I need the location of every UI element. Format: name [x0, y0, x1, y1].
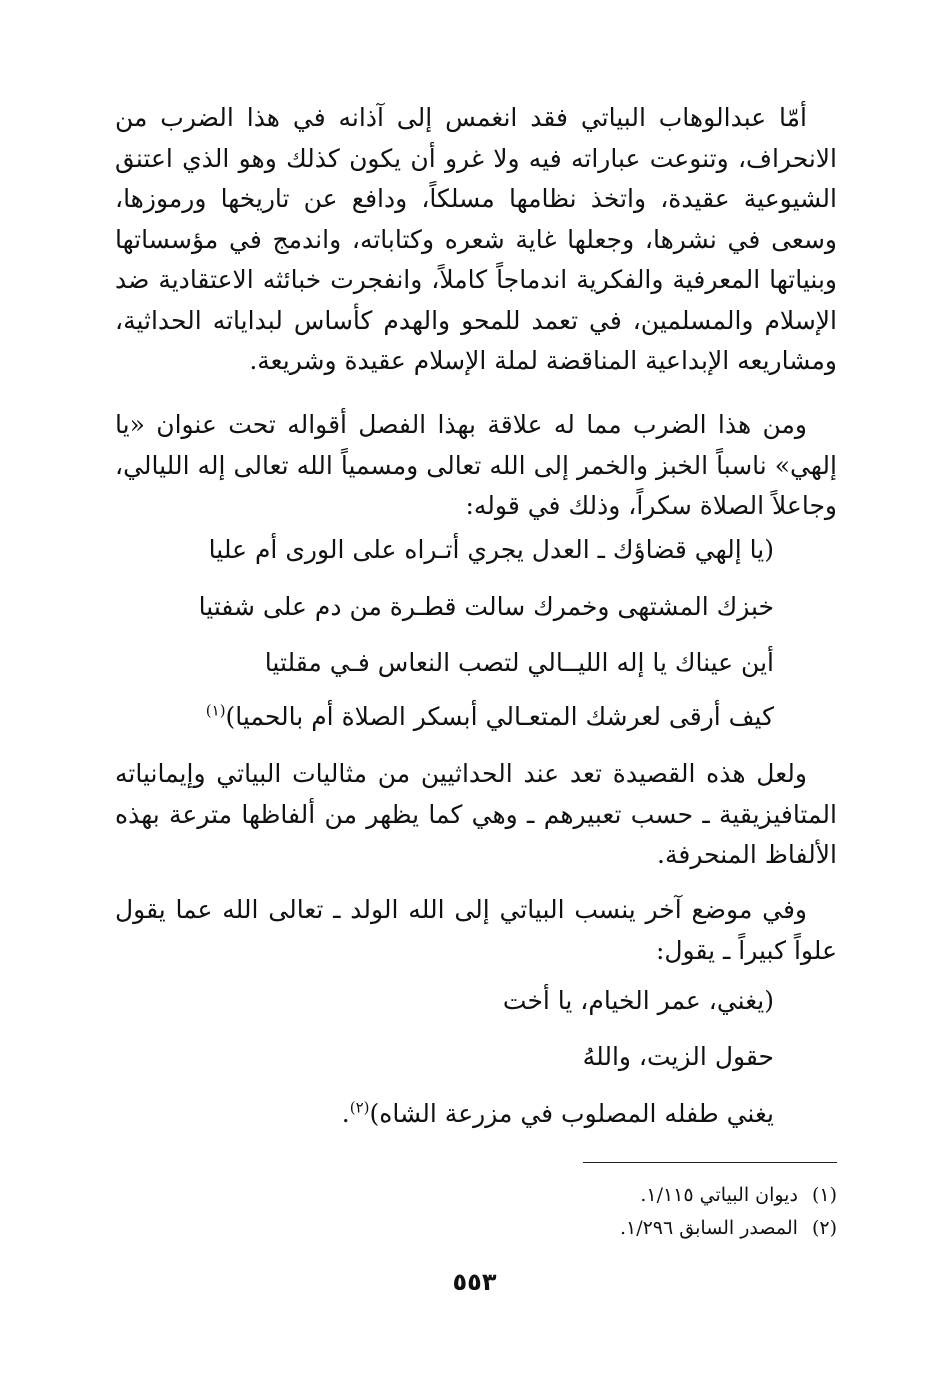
footnote-ref-1: (١) [205, 701, 226, 720]
poem-1-verse-2: خبزك المشتهى وخمرك سالت قطـرة من دم على شفتيا [198, 592, 774, 621]
poem-2-line-3 [342, 1094, 774, 1134]
footnote-2-number: (٢) [811, 1217, 837, 1239]
footnote-1 [640, 1180, 837, 1210]
poem-1-verse-1: (يا إلهي قضاؤك ـ العدل يجري أتـراه على الورى أم عليا [208, 535, 774, 564]
poem-2-line-2: حقول الزيت، واللهُ [582, 1042, 774, 1071]
footnote-2 [620, 1213, 837, 1243]
paragraph-4: وفي موضع آخر ينسب البياتي إلى الله الولد ـ تعالى الله عما يقول علواً كبيراً ـ يقول: [115, 895, 837, 965]
footnote-separator [583, 1162, 837, 1163]
paragraph-3: ولعل هذه القصيدة تعد عند الحداثيين من مثاليات البياتي وإيمانياته المتافيزيقية ـ حسب تعبيرهم ـ وهي كما يظهر من ألفاظها مترعة بهذه الألفاظ المنحرفة. [115, 759, 837, 869]
footnote-ref-2: (٢) [349, 1098, 370, 1117]
paragraph-2: ومن هذا الضرب مما له علاقة بهذا الفصل أقواله تحت عنوان «يا إلهي» ناسباً الخبز والخمر إلى الله تعالى ومسمياً الله تعالى إله الليالي، وجاعلاً الصلاة سكراً، وذلك في قوله: [115, 410, 837, 520]
poem-2-end-mark: . [341, 1099, 350, 1128]
page-number: ٥٥٣ [452, 1268, 497, 1296]
footnote-1-number: (١) [811, 1184, 837, 1206]
poem-1-verse-4 [206, 697, 774, 737]
footnote-2-text: المصدر السابق ١/٢٩٦. [619, 1217, 798, 1239]
poem-1-verse-3: أين عيناك يا إله الليــالي لتصب النعاس فـي مقلتيا [264, 648, 774, 677]
poem-1-verse-4-text: كيف أرقى لعرشك المتعـالي أبسكر الصلاة أم بالحميا) [225, 702, 774, 731]
poem-2-line-3-text: يغني طفله المصلوب في مزرعة الشاه) [369, 1099, 774, 1128]
footnote-1-text: ديوان البياتي ١/١١٥. [640, 1184, 798, 1206]
poem-2-line-1: (يغني، عمر الخيام، يا أخت [502, 986, 774, 1015]
paragraph-1: أمّا عبدالوهاب البياتي فقد انغمس إلى آذانه في هذا الضرب من الانحراف، وتنوعت عباراته فيه ولا غرو أن يكون كذلك وهو الذي اعتنق الشيوعية عقيدة، واتخذ نظامها مسلكاً، ودافع عن تاريخها ورموزها، وسعى في نشرها، وجعلها غاية شعره وكتاباته، واندمج في مؤسساتها وبنياتها المعرفية والفكرية اندماجاً كاملاً، وانفجرت خبائثه الاعتقادية ضد الإسلام والمسلمين، في تعمد للمحو والهدم كأساس لبداياته الحداثية، ومشاريعه الإبداعية المناقضة لملة الإسلام عقيدة وشريعة. [115, 103, 837, 375]
